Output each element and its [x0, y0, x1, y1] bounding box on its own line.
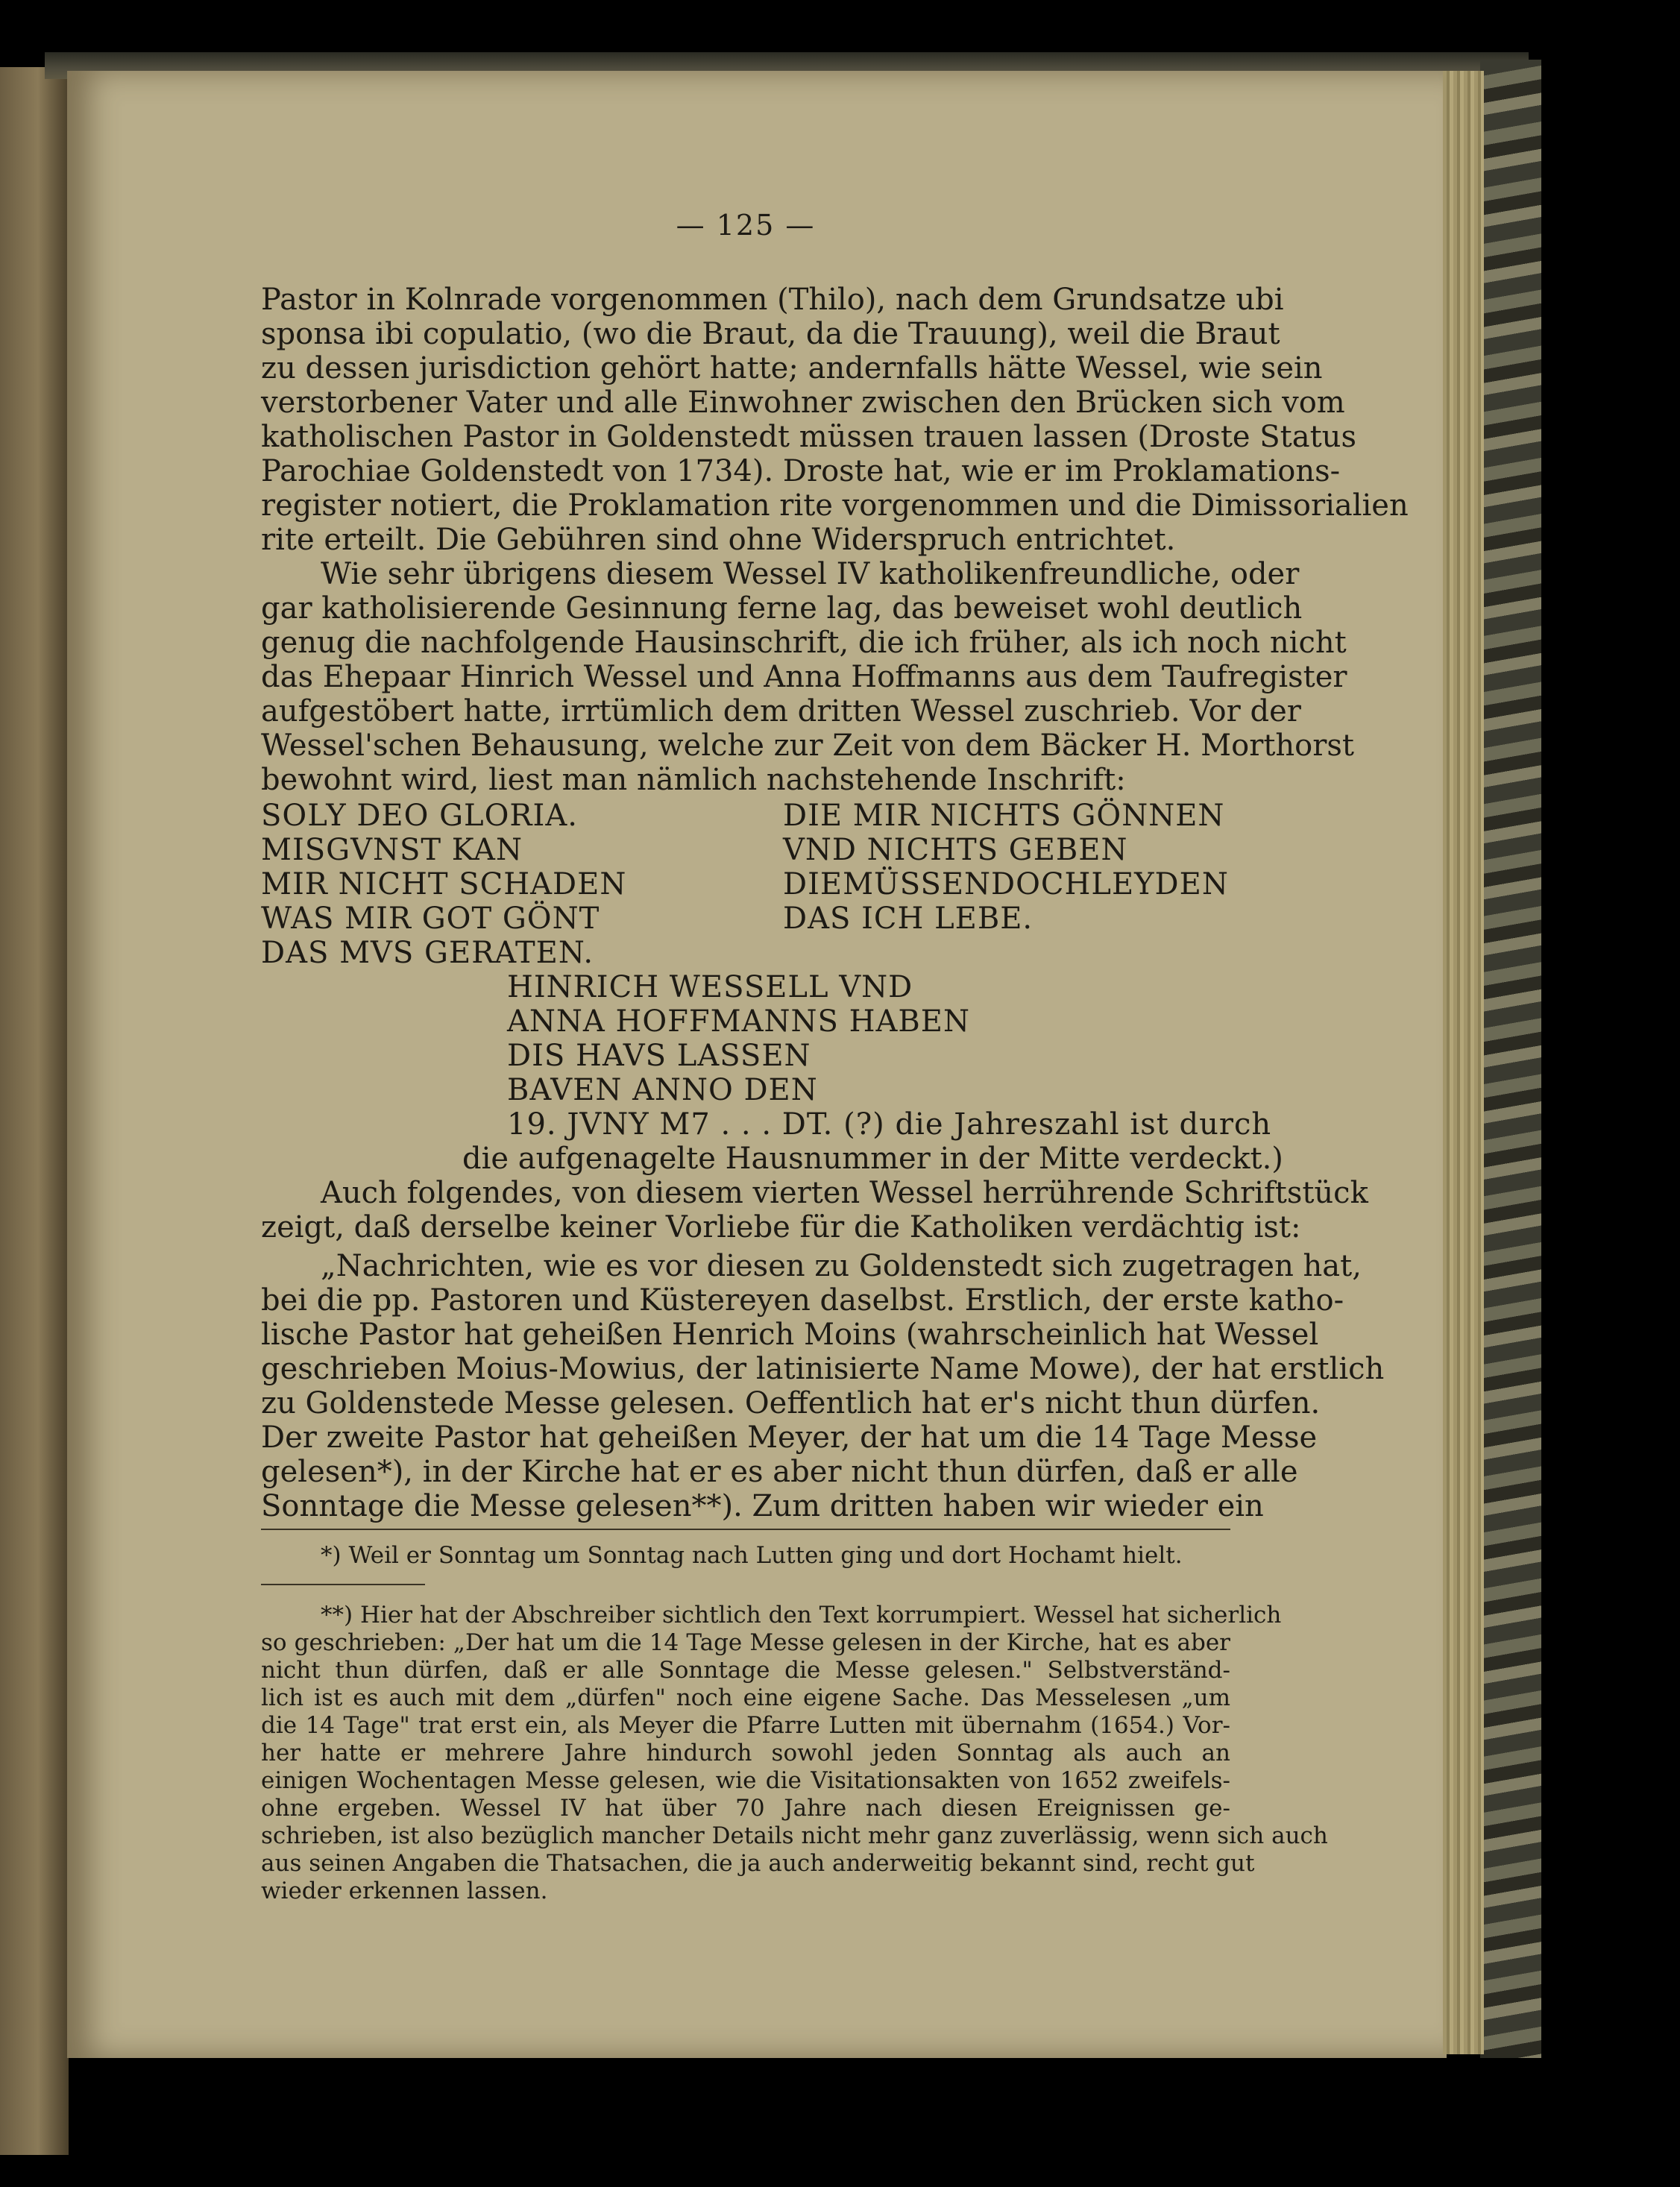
book-cover-edge: [1480, 60, 1541, 2058]
inscription-line: WAS MIR GOT GÖNT: [261, 901, 600, 936]
paragraph-line: gelesen*), in der Kirche hat er es aber nicht thun dürfen, daß er alle: [261, 1455, 1298, 1489]
paragraph-line: bei die pp. Pastoren und Küstereyen daselbst. Erstlich, der erste katho-: [261, 1283, 1344, 1318]
paragraph-line: Auch folgendes, von diesem vierten Wessel herrührende Schriftstück: [321, 1176, 1368, 1210]
footnote-line: lich ist es auch mit dem „dürfen" noch eine eigene Sache. Das Messelesen „um: [261, 1684, 1230, 1711]
inscription-note: die aufgenagelte Hausnummer in der Mitte verdeckt.): [462, 1142, 1283, 1176]
footnote-line: **) Hier hat der Abschreiber sichtlich den Text korrumpiert. Wessel hat sicherlich: [321, 1602, 1282, 1629]
paragraph-line: aufgestöbert hatte, irrtümlich dem dritten Wessel zuschrieb. Vor der: [261, 694, 1301, 729]
footnote-line: einigen Wochentagen Messe gelesen, wie die Visitationsakten von 1652 zweifels-: [261, 1767, 1230, 1794]
paragraph-line: Wessel'schen Behausung, welche zur Zeit von dem Bäcker H. Morthorst: [261, 729, 1354, 763]
inscription-line: 19. JVNY M7 . . . DT. (?) die Jahreszahl ist durch: [507, 1107, 1272, 1142]
footnote-divider-short: [261, 1584, 425, 1585]
inscription-line: ANNA HOFFMANNS HABEN: [507, 1004, 970, 1039]
inscription-line: DIS HAVS LASSEN: [507, 1039, 811, 1073]
inscription-line: VND NICHTS GEBEN: [783, 833, 1128, 867]
paragraph-line: das Ehepaar Hinrich Wessel und Anna Hoffmanns aus dem Taufregister: [261, 660, 1347, 694]
page-stack-edges: [1443, 71, 1484, 2054]
paragraph-line: gar katholisierende Gesinnung ferne lag, das beweiset wohl deutlich: [261, 591, 1303, 626]
inscription-line: SOLY DEO GLORIA.: [261, 799, 578, 833]
footnote-line: die 14 Tage" trat erst ein, als Meyer die Pfarre Lutten mit übernahm (1654.) Vor-: [261, 1712, 1230, 1739]
facing-page-edge: [0, 67, 69, 2155]
paragraph-line: Wie sehr übrigens diesem Wessel IV katholikenfreundliche, oder: [321, 557, 1300, 591]
paragraph-line: rite erteilt. Die Gebühren sind ohne Widerspruch entrichtet.: [261, 523, 1176, 557]
footnote-divider: [261, 1529, 1230, 1530]
paragraph-line: zu dessen jurisdiction gehört hatte; andernfalls hätte Wessel, wie sein: [261, 351, 1323, 386]
footnote-line: her hatte er mehrere Jahre hindurch sowohl jeden Sonntag als auch an: [261, 1740, 1230, 1766]
paragraph-line: register notiert, die Proklamation rite vorgenommen und die Dimissorialien: [261, 488, 1409, 523]
paragraph-line: genug die nachfolgende Hausinschrift, die ich früher, als ich noch nicht: [261, 626, 1347, 660]
footnote-line: wieder erkennen lassen.: [261, 1878, 548, 1904]
paragraph-line: Sonntage die Messe gelesen**). Zum dritten haben wir wieder ein: [261, 1489, 1264, 1523]
inscription-line: DAS ICH LEBE.: [783, 901, 1034, 936]
paragraph-line: Pastor in Kolnrade vorgenommen (Thilo), nach dem Grundsatze ubi: [261, 283, 1284, 317]
footnote-line: *) Weil er Sonntag um Sonntag nach Lutten ging und dort Hochamt hielt.: [321, 1542, 1183, 1569]
paragraph-line: bewohnt wird, liest man nämlich nachstehende Inschrift:: [261, 763, 1126, 797]
inscription-line: DAS MVS GERATEN.: [261, 936, 594, 970]
inscription-line: MISGVNST KAN: [261, 833, 523, 867]
paragraph-line: „Nachrichten, wie es vor diesen zu Goldenstedt sich zugetragen hat,: [321, 1249, 1362, 1283]
page-number: — 125 —: [676, 209, 816, 242]
footnote-line: aus seinen Angaben die Thatsachen, die ja auch anderweitig bekannt sind, recht gut: [261, 1850, 1255, 1877]
footnote-line: schrieben, ist also bezüglich mancher Details nicht mehr ganz zuverlässig, wenn sich auch: [261, 1822, 1328, 1849]
footnote-line: ohne ergeben. Wessel IV hat über 70 Jahre nach diesen Ereignissen ge-: [261, 1795, 1230, 1822]
inscription-line: MIR NICHT SCHADEN: [261, 867, 627, 901]
inscription-line: HINRICH WESSELL VND: [507, 970, 913, 1004]
paragraph-line: Parochiae Goldenstedt von 1734). Droste hat, wie er im Proklamations-: [261, 454, 1341, 488]
paragraph-line: geschrieben Moius-Mowius, der latinisierte Name Mowe), der hat erstlich: [261, 1352, 1385, 1386]
paragraph-line: lische Pastor hat geheißen Henrich Moins (wahrscheinlich hat Wessel: [261, 1318, 1319, 1352]
inscription-line: DIEMÜSSENDOCHLEYDEN: [783, 867, 1229, 901]
inscription-line: DIE MIR NICHTS GÖNNEN: [783, 799, 1225, 833]
paragraph-line: Der zweite Pastor hat geheißen Meyer, der hat um die 14 Tage Messe: [261, 1420, 1318, 1455]
paragraph-line: zu Goldenstede Messe gelesen. Oeffentlich hat er's nicht thun dürfen.: [261, 1386, 1321, 1420]
footnote-line: nicht thun dürfen, daß er alle Sonntage die Messe gelesen." Selbstverständ-: [261, 1657, 1230, 1684]
paragraph-line: verstorbener Vater und alle Einwohner zwischen den Brücken sich vom: [261, 386, 1345, 420]
paragraph-line: sponsa ibi copulatio, (wo die Braut, da die Trauung), weil die Braut: [261, 317, 1280, 351]
paragraph-line: zeigt, daß derselbe keiner Vorliebe für die Katholiken verdächtig ist:: [261, 1210, 1301, 1244]
paragraph-line: katholischen Pastor in Goldenstedt müssen trauen lassen (Droste Status: [261, 420, 1356, 454]
inscription-line: BAVEN ANNO DEN: [507, 1073, 818, 1107]
footnote-line: so geschrieben: „Der hat um die 14 Tage Messe gelesen in der Kirche, hat es aber: [261, 1629, 1230, 1656]
